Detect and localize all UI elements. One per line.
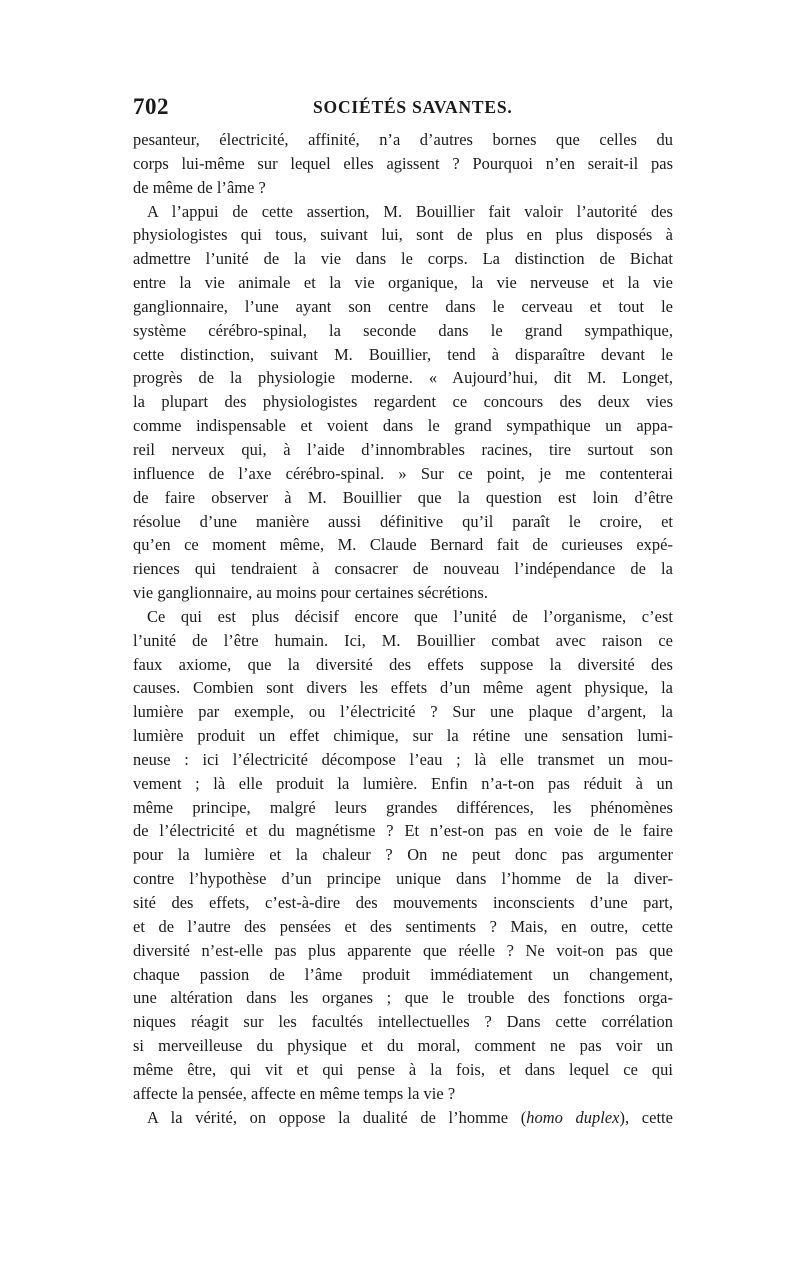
text-fragment: A la vérité, on oppose la dualité de l’homme ( xyxy=(147,1107,527,1127)
text-line-final xyxy=(133,1106,673,1130)
text-line: lumière par exemple, ou l’électricité ? Sur une plaque d’argent, la xyxy=(133,702,673,722)
text-line: ganglionnaire, l’une ayant son centre dans le cerveau et tout le xyxy=(133,296,673,316)
text-line: admettre l’unité de la vie dans le corps. La distinction de Bichat xyxy=(133,249,673,269)
page-number: 702 xyxy=(133,94,169,119)
text-line: qu’en ce moment même, M. Claude Bernard fait de curieuses expé- xyxy=(133,535,673,555)
text-line: si merveilleuse du physique et du moral, comment ne pas voir un xyxy=(133,1036,673,1056)
text-line: physiologistes qui tous, suivant lui, sont de plus en plus disposés à xyxy=(133,225,673,245)
text-line: sité des effets, c’est-à-dire des mouvements inconscients d’une part, xyxy=(133,893,673,912)
text-line: l’unité de l’être humain. Ici, M. Bouillier combat avec raison ce xyxy=(133,630,673,650)
text-line: corps lui-même sur lequel elles agissent ? Pourquoi n’en serait-il pas xyxy=(133,153,673,173)
text-line: affecte la pensée, affecte en même temps la vie ? xyxy=(133,1083,456,1103)
text-line: causes. Combien sont divers les effets d’un même agent physique, la xyxy=(133,678,673,698)
text-line: même être, qui vit et qui pense à la fois, et dans lequel ce qui xyxy=(133,1059,673,1079)
text-line: comme indispensable et voient dans le grand sympathique un appa- xyxy=(133,416,673,436)
text-line: influence de l’axe cérébro-spinal. » Sur ce point, je me contenterai xyxy=(133,463,673,483)
text-line: et de l’autre des pensées et des sentiments ? Mais, en outre, cette xyxy=(133,916,673,936)
text-line: contre l’hypothèse d’un principe unique dans l’homme de la diver- xyxy=(133,869,673,889)
text-line: Ce qui est plus décisif encore que l’unité de l’organisme, c’est xyxy=(147,606,673,626)
text-line: de faire observer à M. Bouillier que la question est loin d’être xyxy=(133,487,673,507)
text-line: même principe, malgré leurs grandes différences, les phénomènes xyxy=(133,797,673,817)
text-line: diversité n’est-elle pas plus apparente que réelle ? Ne voit-on pas que xyxy=(133,940,673,960)
text-line: niques réagit sur les facultés intellectuelles ? Dans cette corrélation xyxy=(133,1012,673,1032)
text-line: résolue d’une manière aussi définitive qu’il paraît le croire, et xyxy=(133,511,673,531)
text-line: pesanteur, électricité, affinité, n’a d’autres bornes que celles du xyxy=(133,130,673,149)
text-line: neuse : ici l’électricité décompose l’eau ; là elle transmet un mou- xyxy=(133,749,673,769)
running-title: SOCIÉTÉS SAVANTES. xyxy=(313,97,513,117)
text-line: de l’électricité et du magnétisme ? Et n’est-on pas en voie de le faire xyxy=(133,821,673,841)
text-line: la plupart des physiologistes regardent ce concours des deux vies xyxy=(133,392,673,412)
text-line: lumière produit un effet chimique, sur la rétine une sensation lumi- xyxy=(133,726,673,746)
text-line: faux axiome, que la diversité des effets suppose la diversité des xyxy=(133,654,673,674)
text-line: riences qui tendraient à consacrer de nouveau l’indépendance de la xyxy=(133,559,673,579)
page-header xyxy=(133,94,673,122)
text-line: progrès de la physiologie moderne. « Aujourd’hui, dit M. Longet, xyxy=(133,368,673,388)
text-line: chaque passion de l’âme produit immédiatement un changement, xyxy=(133,964,673,984)
text-line: une altération dans les organes ; que le trouble des fonctions orga- xyxy=(133,988,673,1008)
page-body-text xyxy=(133,128,673,1248)
text-line: A l’appui de cette assertion, M. Bouillier fait valoir l’autorité des xyxy=(147,201,673,221)
text-line: vie ganglionnaire, au moins pour certaines sécrétions. xyxy=(133,583,488,603)
text-line: pour la lumière et la chaleur ? On ne peut donc pas argumenter xyxy=(133,845,673,865)
text-fragment: ), cette xyxy=(619,1107,673,1127)
text-line: reil nerveux qui, à l’aide d’innombrables racines, tire surtout son xyxy=(133,439,673,459)
text-line: système cérébro-spinal, la seconde dans le grand sympathique, xyxy=(133,320,673,340)
italic-phrase: homo duplex xyxy=(526,1107,620,1127)
text-line: vement ; là elle produit la lumière. Enfin n’a-t-on pas réduit à un xyxy=(133,773,673,793)
text-line: entre la vie animale et la vie organique, la vie nerveuse et la vie xyxy=(133,273,673,293)
text-line: cette distinction, suivant M. Bouillier, tend à disparaître devant le xyxy=(133,344,673,364)
text-line: de même de l’âme ? xyxy=(133,177,266,197)
